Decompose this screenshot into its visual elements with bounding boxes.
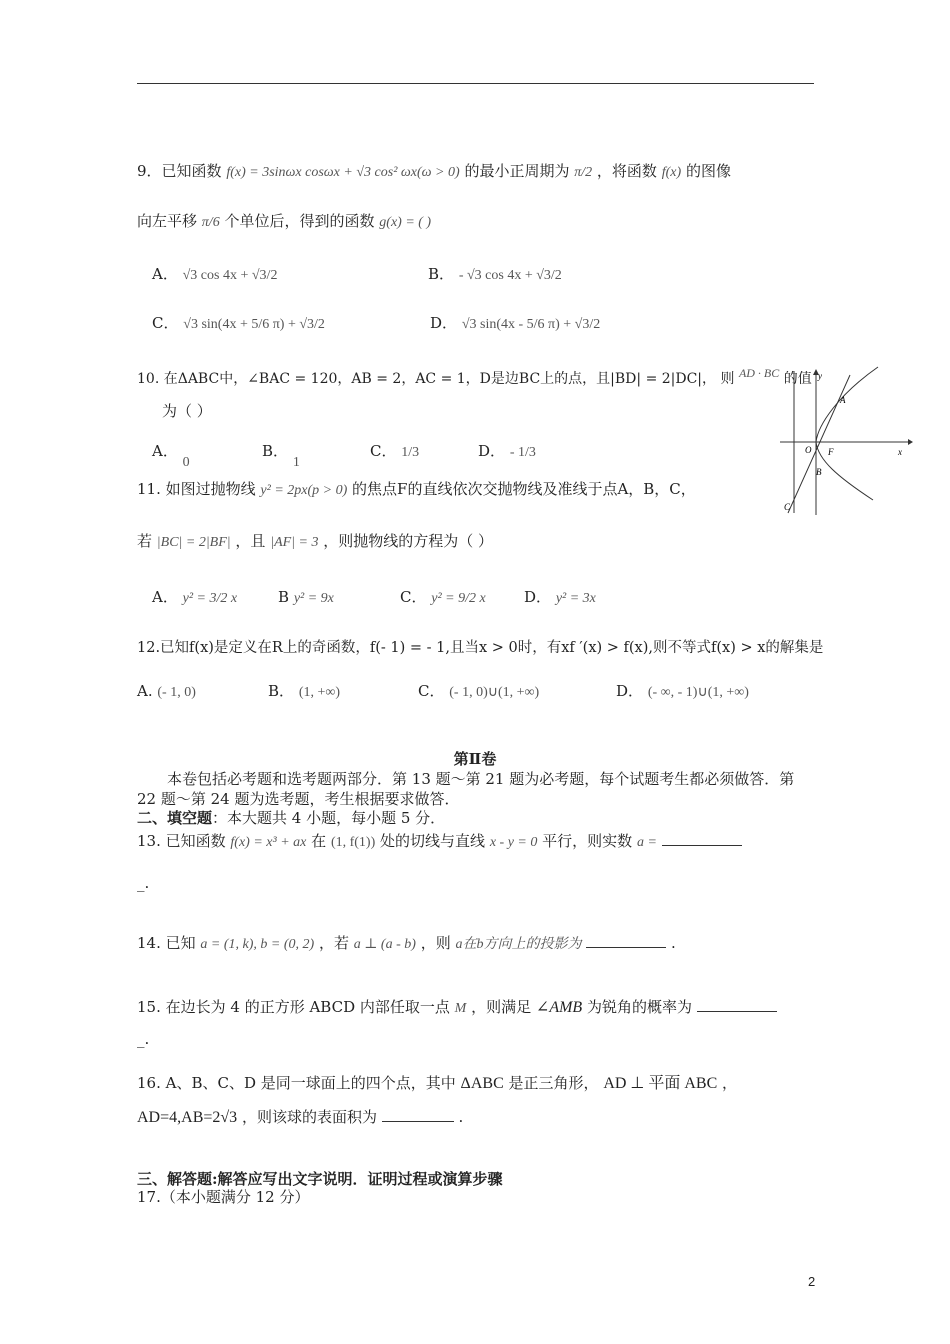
q16-comma: ， (722, 1074, 738, 1092)
q16-end: . (458, 1108, 464, 1126)
q12-option-c (418, 680, 539, 704)
q9-option-d (430, 312, 600, 336)
q9-option-c (152, 312, 325, 336)
q11-prefix: 11. 如图过抛物线 (137, 480, 256, 498)
header-rule (137, 83, 814, 84)
q12-option-d (616, 680, 749, 704)
option-text: (- 1, 0) (157, 685, 196, 700)
option-text: 1 (292, 455, 300, 470)
option-label: B (278, 588, 290, 606)
q11-line1 (137, 478, 696, 502)
q14-condition: a ⊥ (a - b) (353, 937, 416, 952)
q9-function: f(x) = 3sinωx cosωx + √3 cos² ωx(ω > 0) (226, 165, 460, 180)
q9-g: g(x) = ( ) (379, 215, 432, 230)
q15-prefix: 15. 在边长为 4 的正方形 ABCD 内部任取一点 (137, 998, 450, 1016)
q13-point: (1, f(1)) (330, 835, 376, 850)
q12-option-a (137, 680, 196, 704)
option-label: C． (370, 442, 397, 460)
q15-point-m: M (454, 1001, 467, 1016)
label-x: x (898, 447, 902, 457)
q13-answer-blank[interactable] (662, 845, 742, 846)
q9-text-shift-pre: 向左平移 (137, 212, 198, 230)
q15-text: ，则满足 (471, 998, 532, 1016)
q16-triangle: ΔABC (460, 1075, 504, 1092)
q14-projection-text: a在b方向上的投影为 (455, 937, 582, 952)
option-label: D． (430, 314, 458, 332)
part2-title: 第Ⅱ卷 (453, 750, 497, 768)
section2-label: 二、填空题 (137, 809, 213, 827)
q13-variable: a = (636, 835, 657, 850)
option-label: B． (268, 682, 295, 700)
q15-angle: ∠AMB (535, 999, 583, 1016)
option-text: √3 sin(4x + 5/6 π) + √3/2 (183, 317, 325, 332)
option-label: D． (478, 442, 506, 460)
q9-text-period: 的最小正周期为 (464, 162, 570, 180)
q15-line (137, 996, 777, 1020)
q16-given: AD=4,AB=2√3 (137, 1109, 238, 1126)
option-label: A． (152, 442, 178, 460)
q15-answer-blank[interactable] (697, 1011, 777, 1012)
option-label: D． (616, 682, 644, 700)
option-text: y² = 9/2 x (431, 591, 486, 606)
q11-condition-1: |BC| = 2|BF| (156, 535, 231, 550)
q9-shift: π/6 (201, 215, 220, 230)
q9-option-a (152, 263, 277, 287)
q16-answer-blank[interactable] (382, 1121, 454, 1122)
parabola-figure (778, 365, 913, 517)
option-text: (- ∞, - 1)∪(1, +∞) (647, 685, 749, 700)
option-text: (- 1, 0)∪(1, +∞) (449, 685, 540, 700)
q12-line1 (137, 637, 823, 659)
q16-line2 (137, 1106, 463, 1129)
option-text: - √3 cos 4x + √3/2 (458, 268, 562, 283)
q11-condition-2: |AF| = 3 (270, 535, 319, 550)
q13-text: 在 (311, 832, 327, 850)
q13-line: x - y = 0 (489, 835, 538, 850)
q13-text: 处的切线与直线 (380, 832, 486, 850)
q16-prefix: 16. A、B、C、D 是同一球面上的四个点，其中 (137, 1074, 456, 1092)
option-text: √3 sin(4x - 5/6 π) + √3/2 (461, 317, 601, 332)
q13-line1 (137, 830, 742, 854)
q11-option-b (278, 586, 334, 610)
q11-option-a (152, 586, 237, 610)
q11-option-c (400, 586, 486, 610)
section3-heading: 三、解答题:解答应写出文字说明．证明过程或演算步骤 (137, 1170, 503, 1188)
q14-answer-blank[interactable] (586, 947, 666, 948)
q11-text-mid: ，且 (235, 532, 266, 550)
q11-text: 的焦点F的直线依次交抛物线及准线于点A，B，C， (352, 480, 696, 498)
q17-heading: 17.（本小题满分 12 分） (137, 1188, 310, 1206)
section2-text: ：本大题共 4 小题，每小题 5 分． (212, 809, 446, 827)
q10-option-b (262, 440, 300, 470)
q10-line1 (137, 362, 812, 390)
q9-period: π/2 (574, 165, 593, 180)
option-label: A． (152, 588, 178, 606)
option-text: y² = 3/2 x (182, 591, 238, 606)
part2-intro: 本卷包括必考题和选考题两部分．第 13 题～第 21 题为必考题，每个试题考生都必须做答．第 22 题～第 24 题为选考题，考生根据要求做答． (137, 770, 795, 808)
option-label: C． (152, 314, 179, 332)
q15-cont: _. (137, 1030, 150, 1048)
option-label: B． (262, 442, 289, 460)
q11-text-post: ，则抛物线的方程为（ ） (323, 532, 494, 550)
q14-text: ，则 (420, 934, 451, 952)
q14-prefix: 14. 已知 (137, 934, 196, 952)
q10-answer-blank: 为（ ） (162, 402, 212, 420)
q11-parabola: y² = 2px(p > 0) (260, 483, 348, 498)
q10-option-c (370, 440, 419, 464)
option-text: - 1/3 (509, 445, 536, 460)
q9-option-b (428, 263, 562, 287)
q9-text-shift-mid: 个单位后，得到的函数 (224, 212, 375, 230)
option-label: A. (137, 682, 153, 700)
q10-option-a (152, 440, 190, 470)
option-text: y² = 3x (555, 591, 596, 606)
parabola-curve (816, 367, 878, 500)
q12-text: 12.已知f(x)是定义在R上的奇函数，f(- 1) = - 1,且当x > 0时，有xf ′(x) > f(x),则不等式f(x) > x的解集是 (137, 640, 824, 656)
option-label: A． (152, 265, 178, 283)
q9-line2 (137, 210, 431, 234)
q14-end: . (671, 934, 676, 952)
q11-prefix2: 若 (137, 532, 153, 550)
q16-text: ，则该球的表面积为 (241, 1108, 377, 1126)
q16-text: 是正三角形， (508, 1074, 599, 1092)
option-label: C． (418, 682, 445, 700)
q11-option-d (524, 586, 596, 610)
section2-heading (137, 808, 817, 828)
q13-function: f(x) = x³ + ax (230, 835, 307, 850)
option-text: √3 cos 4x + √3/2 (182, 268, 278, 283)
label-o: O (805, 445, 812, 455)
q10-option-d (478, 440, 536, 464)
q13-prefix: 13. 已知函数 (137, 832, 226, 850)
q15-text: 为锐角的概率为 (586, 998, 692, 1016)
q10-text: 10. 在ΔABC中，∠BAC = 120，AB = 2，AC = 1，D是边BC上的点，且|BD| = 2|DC|， 则 (137, 371, 735, 387)
q14-text: ，若 (318, 934, 349, 952)
label-c: C (784, 502, 791, 512)
option-text: 0 (182, 455, 190, 470)
x-axis-arrow (908, 439, 913, 445)
q9-text-post: ，将函数 (596, 162, 657, 180)
q9-line1 (137, 160, 731, 184)
page-number: 2 (808, 1274, 816, 1289)
q14-line (137, 932, 676, 956)
q13-cont: _. (137, 874, 150, 892)
q10-expression: AD · BC (738, 366, 780, 380)
label-f: F (828, 447, 834, 457)
option-text: y² = 9x (293, 591, 334, 606)
q16-line1 (137, 1072, 737, 1095)
label-y: y (818, 371, 822, 381)
q9-text-end: 的图像 (685, 162, 731, 180)
option-text: (1, +∞) (298, 685, 341, 700)
q11-line2 (137, 530, 493, 554)
q12-option-b (268, 680, 340, 704)
option-label: D． (524, 588, 552, 606)
option-text: 1/3 (401, 445, 420, 460)
label-a: A (840, 395, 846, 405)
q9-prefix: 9．已知函数 (137, 162, 222, 180)
q10-line2 (162, 400, 212, 422)
q13-text: 平行，则实数 (542, 832, 633, 850)
q16-perpendicular: AD ⊥ 平面 ABC (603, 1075, 718, 1092)
option-label: C． (400, 588, 427, 606)
q9-f: f(x) (661, 165, 682, 180)
q14-vectors: a = (1, k), b = (0, 2) (200, 937, 315, 952)
q10-text-end: 的值 (783, 371, 812, 387)
label-b: B (816, 467, 822, 477)
option-label: B． (428, 265, 455, 283)
